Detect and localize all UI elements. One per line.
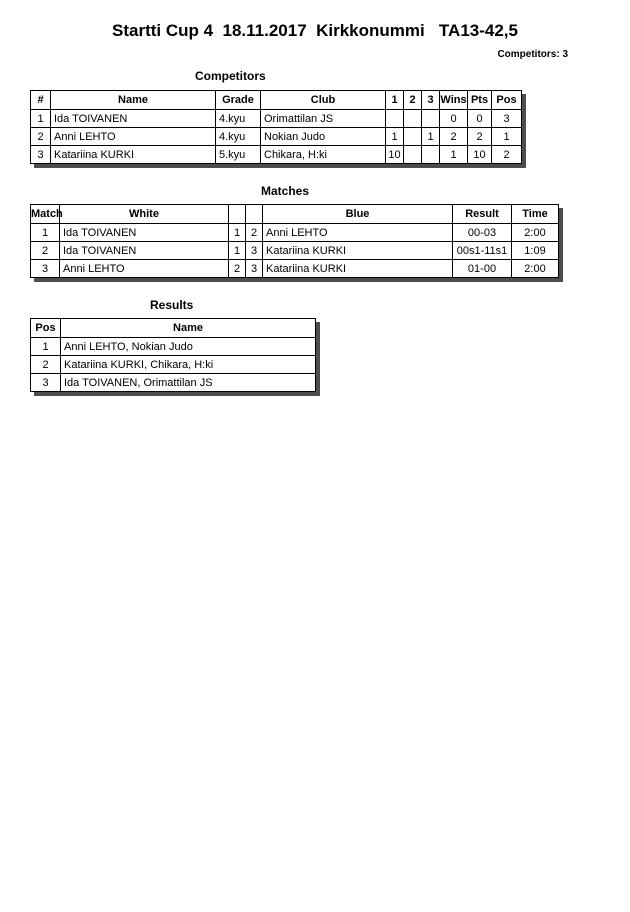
- result-pos: 2: [31, 356, 61, 374]
- match-blue-name: Katariina KURKI: [263, 242, 453, 260]
- competitors-table: [30, 90, 522, 164]
- competitor-result-vs-1: 1: [386, 128, 404, 146]
- col-header-time: Time: [512, 205, 559, 224]
- match-result: 00-03: [453, 224, 512, 242]
- competitor-result-vs-2: [404, 128, 422, 146]
- competitor-grade: 4.kyu: [216, 110, 261, 128]
- match-blue-seed: 2: [246, 224, 263, 242]
- col-header-white-num: [229, 205, 246, 224]
- match-number: 1: [31, 224, 60, 242]
- match-white-seed: 2: [229, 260, 246, 278]
- competitor-pos: 3: [492, 110, 522, 128]
- col-header-club: Club: [261, 91, 386, 110]
- page-title: Startti Cup 4 18.11.2017 Kirkkonummi TA13-42,5: [112, 21, 518, 40]
- competitors-count-label: Competitors: 3: [497, 49, 568, 60]
- competitor-result-vs-3: [422, 110, 440, 128]
- match-blue-seed: 3: [246, 260, 263, 278]
- match-blue-name: Anni LEHTO: [263, 224, 453, 242]
- match-white-name: Ida TOIVANEN: [60, 242, 229, 260]
- competitor-result-vs-3: 1: [422, 128, 440, 146]
- match-time: 1:09: [512, 242, 559, 260]
- competitor-number: 2: [31, 128, 51, 146]
- col-header-pts: Pts: [468, 91, 492, 110]
- competitor-wins: 2: [440, 128, 468, 146]
- result-name: Katariina KURKI, Chikara, H:ki: [61, 356, 316, 374]
- table-row: [31, 146, 522, 164]
- match-number: 2: [31, 242, 60, 260]
- table-row: [31, 338, 316, 356]
- col-header-blue: Blue: [263, 205, 453, 224]
- competitors-section-heading: Competitors: [195, 69, 266, 83]
- table-row: [31, 224, 559, 242]
- competitors-header-row: [31, 91, 522, 110]
- competitor-result-vs-2: [404, 146, 422, 164]
- results-section-heading: Results: [150, 298, 194, 312]
- competitor-pts: 0: [468, 110, 492, 128]
- match-number: 3: [31, 260, 60, 278]
- col-header-pos: Pos: [31, 319, 61, 338]
- match-blue-seed: 3: [246, 242, 263, 260]
- col-header-pos: Pos: [492, 91, 522, 110]
- competitor-name: Anni LEHTO: [51, 128, 216, 146]
- competitor-result-vs-1: [386, 110, 404, 128]
- col-header-match: Match: [31, 205, 60, 224]
- competitor-grade: 5.kyu: [216, 146, 261, 164]
- competitor-pos: 1: [492, 128, 522, 146]
- col-header-result: Result: [453, 205, 512, 224]
- table-row: [31, 374, 316, 392]
- col-header-name: Name: [51, 91, 216, 110]
- result-name: Ida TOIVANEN, Orimattilan JS: [61, 374, 316, 392]
- col-header-opp1: 1: [386, 91, 404, 110]
- match-white-seed: 1: [229, 224, 246, 242]
- table-row: [31, 356, 316, 374]
- col-header-name: Name: [61, 319, 316, 338]
- match-result: 00s1-11s1: [453, 242, 512, 260]
- competitor-wins: 0: [440, 110, 468, 128]
- match-blue-name: Katariina KURKI: [263, 260, 453, 278]
- col-header-opp3: 3: [422, 91, 440, 110]
- results-header-row: [31, 319, 316, 338]
- result-pos: 1: [31, 338, 61, 356]
- competitor-result-vs-3: [422, 146, 440, 164]
- competitor-name: Katariina KURKI: [51, 146, 216, 164]
- result-pos: 3: [31, 374, 61, 392]
- match-white-seed: 1: [229, 242, 246, 260]
- competitor-club: Chikara, H:ki: [261, 146, 386, 164]
- competitor-club: Nokian Judo: [261, 128, 386, 146]
- matches-section-heading: Matches: [261, 184, 310, 198]
- competitor-pos: 2: [492, 146, 522, 164]
- competitor-wins: 1: [440, 146, 468, 164]
- competitor-result-vs-2: [404, 110, 422, 128]
- matches-table: [30, 204, 559, 278]
- col-header-blue-num: [246, 205, 263, 224]
- match-white-name: Anni LEHTO: [60, 260, 229, 278]
- results-table: [30, 318, 316, 392]
- matches-header-row: [31, 205, 559, 224]
- competitor-number: 3: [31, 146, 51, 164]
- table-row: [31, 128, 522, 146]
- col-header-number: #: [31, 91, 51, 110]
- col-header-opp2: 2: [404, 91, 422, 110]
- competitor-result-vs-1: 10: [386, 146, 404, 164]
- table-row: [31, 110, 522, 128]
- competitor-number: 1: [31, 110, 51, 128]
- col-header-grade: Grade: [216, 91, 261, 110]
- table-row: [31, 260, 559, 278]
- competitor-pts: 2: [468, 128, 492, 146]
- col-header-white: White: [60, 205, 229, 224]
- competitor-grade: 4.kyu: [216, 128, 261, 146]
- match-time: 2:00: [512, 224, 559, 242]
- competitor-club: Orimattilan JS: [261, 110, 386, 128]
- col-header-wins: Wins: [440, 91, 468, 110]
- match-result: 01-00: [453, 260, 512, 278]
- match-white-name: Ida TOIVANEN: [60, 224, 229, 242]
- table-row: [31, 242, 559, 260]
- competitor-pts: 10: [468, 146, 492, 164]
- match-time: 2:00: [512, 260, 559, 278]
- competitor-name: Ida TOIVANEN: [51, 110, 216, 128]
- result-name: Anni LEHTO, Nokian Judo: [61, 338, 316, 356]
